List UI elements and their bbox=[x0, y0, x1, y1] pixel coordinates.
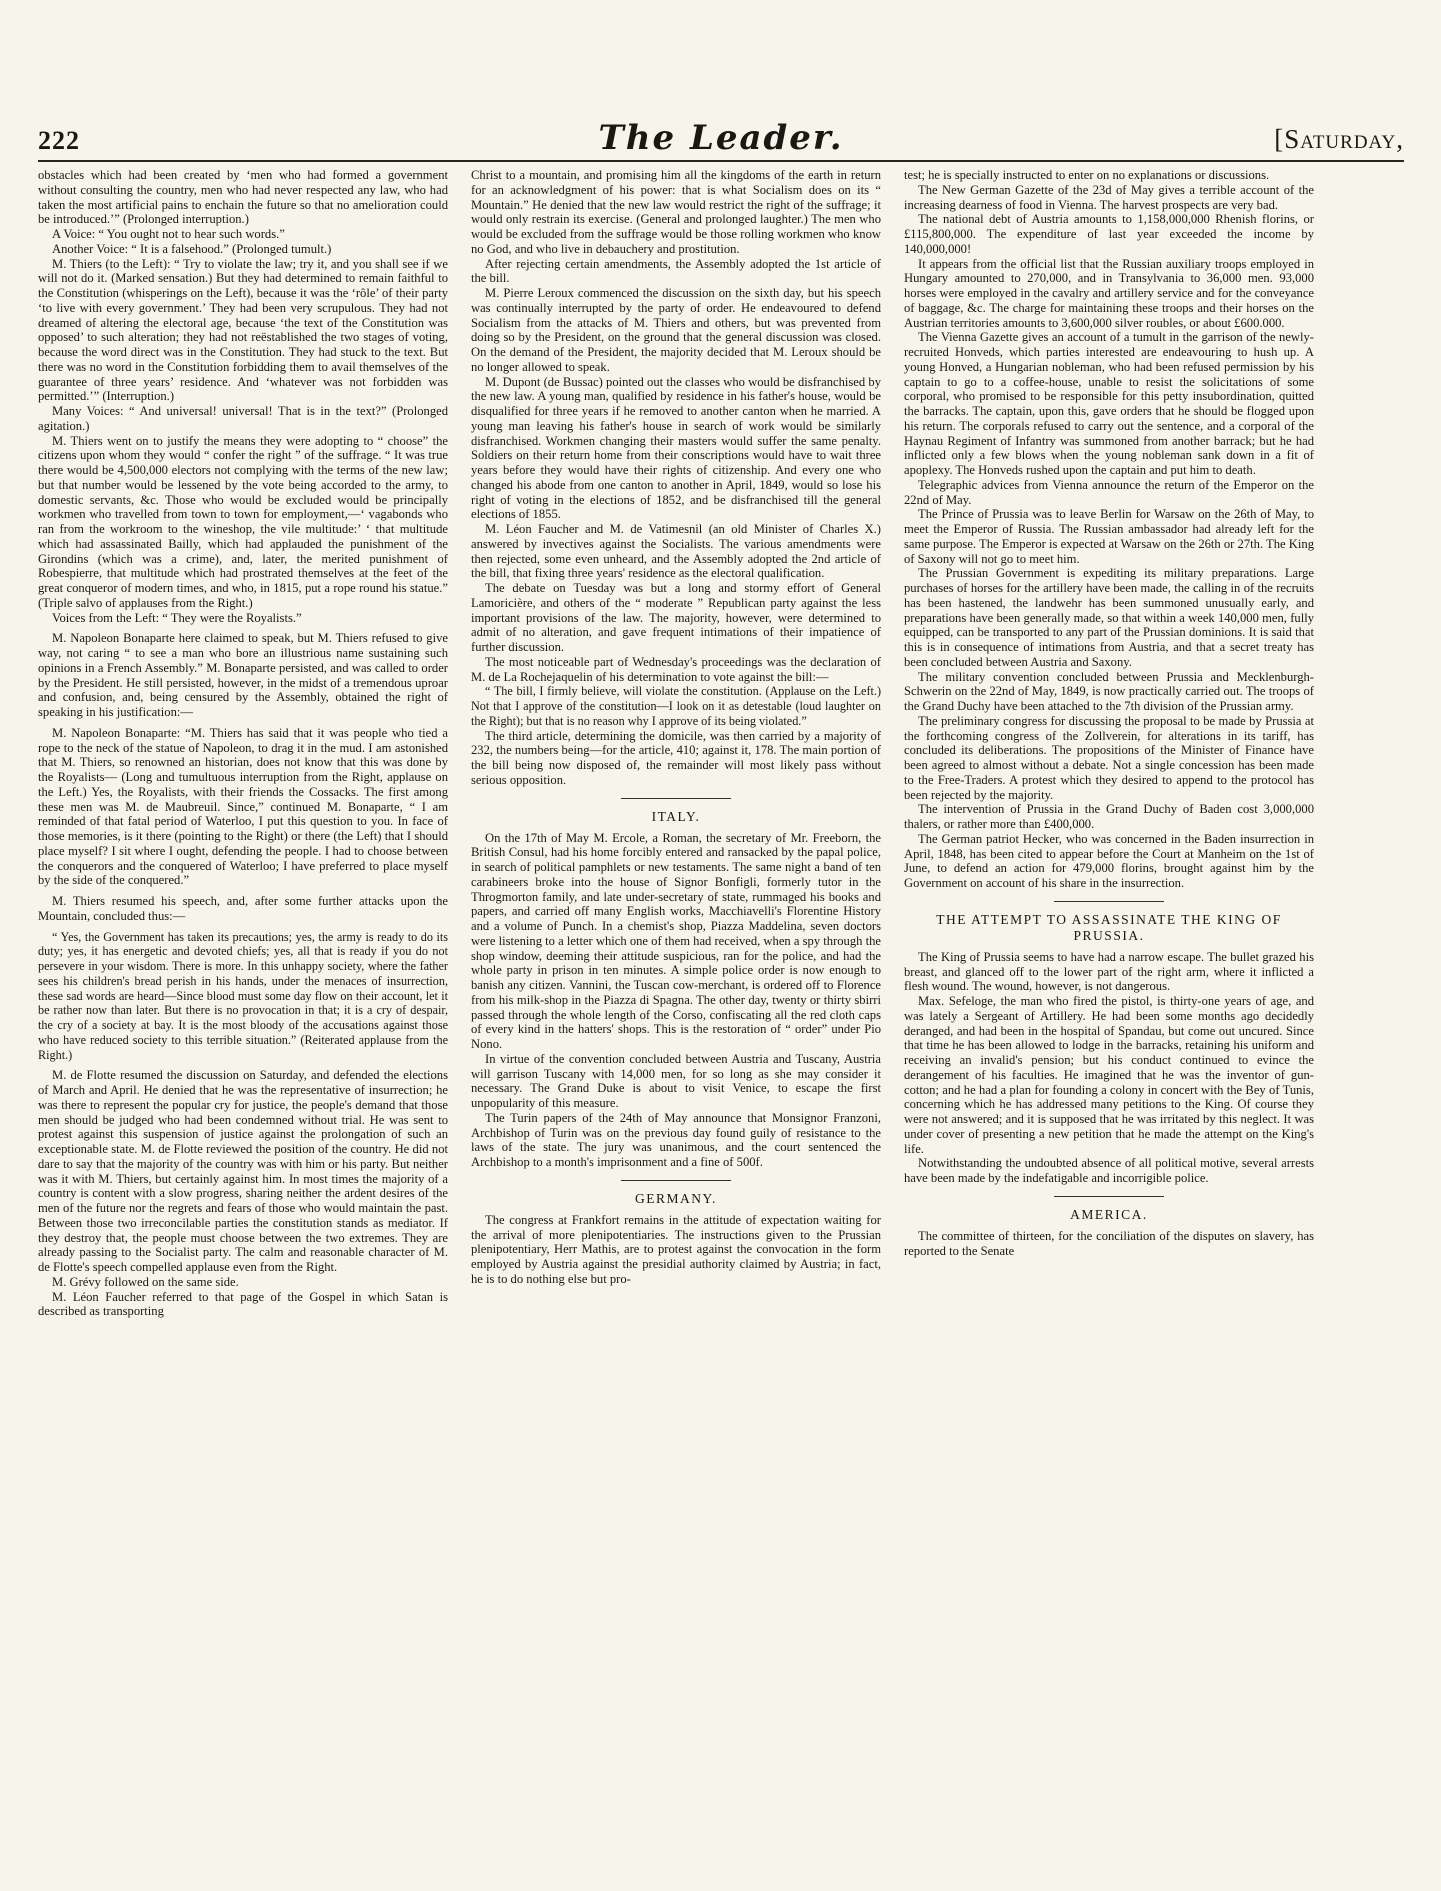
paragraph: The most noticeable part of Wednesday's proceedings was the declaration of M. de La Rochejaquelin of his determination to vote against the bill:— bbox=[471, 654, 881, 684]
section-heading-germany: GERMANY. bbox=[635, 1190, 717, 1206]
paragraph: Christ to a mountain, and promising him all the kingdoms of the earth in return for an acknowledgment of his power: that is what Socialism does on its “ Mountain.” He denied that the new law would restrict the right of the suffrage; it would only restrain its exercise. (General and prolonged laughter.) The men who would be excluded from the suffrage would be those rolling workmen who know no God, and who live in debauchery and prostitution. bbox=[471, 168, 881, 256]
paragraph: obstacles which had been created by ‘men who had formed a government without consulting the country, men who had never respected any law, who had taken the most artificial pains to enchain the future so that no amelioration could be introduced.’” (Prolonged interruption.) bbox=[38, 168, 448, 227]
paragraph: Telegraphic advices from Vienna announce the return of the Emperor on the 22nd of May. bbox=[904, 477, 1314, 507]
paragraph: The intervention of Prussia in the Grand Duchy of Baden cost 3,000,000 thalers, or rather more than £400,000. bbox=[904, 802, 1314, 831]
section-rule bbox=[621, 798, 731, 799]
paragraph: The third article, determining the domicile, was then carried by a majority of 232, the numbers being—for the article, 410; against it, 178. The main portion of the bill being now disposed of, the remainder will most likely pass without serious opposition. bbox=[471, 728, 881, 787]
column-1 bbox=[38, 168, 448, 1868]
paragraph: Many Voices: “ And universal! universal! That is in the text?” (Prolonged agitation.) bbox=[38, 404, 448, 433]
paragraph: M. Thiers (to the Left): “ Try to violate the law; try it, and you shall see if we will not do it. (Marked sensation.) But they had determined to remain faithful to the Constitution (whisperings on the Left), because it was the ‘rôle’ of their party ‘to live with every government.’ They had been very scrupulous. They had not dreamed of altering the electoral age, because ‘the text of the Constitution was opposed’ to such alteration; they had not reëstablished the two stages of voting, because the word direct was in the Constitution. They had stuck to the text. But there was no word in the Constitution forbidding them to avail themselves of the guarantee of three years’ residence. And ‘whatever was not forbidden was permitted.’” (Interruption.) bbox=[38, 256, 448, 404]
column-3 bbox=[904, 168, 1314, 1868]
paragraph: M. Napoleon Bonaparte: “M. Thiers has said that it was people who tied a rope to the neck of the statue of Napoleon, to drag it in the mud. I am astonished that M. Thiers, so renowned an historian, does not know that this was done by the Royalists— (Long and tumultuous interruption from the Right, applause on the Left.) Yes, the Royalists, with their friends the Cossacks. The first among these men was M. de Maubreuil. Since,” continued M. Bonaparte, “ I am reminded of that fatal period of Waterloo, I put this question to you. In face of those memories, is it there (pointing to the Right) or there (the Left) that I should place myself? I sit where I ought, defending the people. I had to choose between the conquerors and the conquered of Waterloo; I have preferred to place myself by the side of the conquered.” bbox=[38, 725, 448, 888]
paragraph: The Prince of Prussia was to leave Berlin for Warsaw on the 26th of May, to meet the Emperor of Russia. The Russian ambassador had already left for the same purpose. The Emperor is expected at Warsaw on the 26th or 27th. The King of Saxony will not go to meet him. bbox=[904, 507, 1314, 566]
paragraph: Notwithstanding the undoubted absence of all political motive, several arrests have been made by the indefatigable and incorrigible police. bbox=[904, 1156, 1314, 1185]
column-2 bbox=[471, 168, 881, 1868]
paragraph: The national debt of Austria amounts to 1,158,000,000 Rhenish florins, or £115,800,000. The expenditure of last year exceeded the income by 140,000,000! bbox=[904, 212, 1314, 256]
paragraph: “ Yes, the Government has taken its precautions; yes, the army is ready to do its duty; yes, it has energetic and devoted chiefs; yes, all that is ready if you do not persevere in your wisdom. There is more. In this unhappy society, where the father sees his children's bread perish in his hands, under the menaces of insurrection, these sad words are heard—Since blood must some day flow on their account, let it be rather now than later. But there is no provocation in that; it is a cry of despair, the cry of a society at bay. It is the most bloody of the accusations against those who have reduced society to this terrible situation.” (Reiterated applause from the Right.) bbox=[38, 929, 448, 1062]
paragraph: M. Pierre Leroux commenced the discussion on the sixth day, but his speech was continually interrupted by the party of order. He endeavoured to defend Socialism from the attacks of M. Thiers and others, but was prevented from doing so by the President, on the ground that the general discussion was closed. On the demand of the President, the majority decided that M. Leroux should be no longer allowed to speak. bbox=[471, 286, 881, 374]
paragraph: M. Thiers resumed his speech, and, after some further attacks upon the Mountain, concluded thus:— bbox=[38, 894, 448, 923]
paragraph: The Turin papers of the 24th of May announce that Monsignor Franzoni, Archbishop of Turin was on the previous day found guily of resistance to the laws of the state. The jury was unanimous, and the court sentenced the Archbishop to a month's imprisonment and a fine of 500f. bbox=[471, 1110, 881, 1169]
paragraph: The military convention concluded between Prussia and Mecklenburgh-Schwerin on the 22nd of May, 1849, is now practically carried out. The troops of the Grand Duchy have been attached to the 7th division of the Prussian army. bbox=[904, 669, 1314, 713]
paragraph: The preliminary congress for discussing the proposal to be made by Prussia at the forthcoming congress of the Zollverein, for alterations in its tariff, has concluded its deliberations. The propositions of the Minister of Finance have been agreed to almost without a debate. Not a single concession has been made to the Free-Traders. A protest which they desired to append to the protocol has been rejected by the majority. bbox=[904, 713, 1314, 802]
paragraph: M. Léon Faucher and M. de Vatimesnil (an old Minister of Charles X.) answered by invectives against the Socialists. The various amendments were then rejected, some even unheard, and the Assembly adopted the 2nd article of the bill, that fixing three years' residence as the electoral qualification. bbox=[471, 522, 881, 581]
paragraph: test; he is specially instructed to enter on no explanations or discussions. bbox=[904, 168, 1270, 182]
paragraph: The Prussian Government is expediting its military preparations. Large purchases of horses for the artillery have been made, the calling in of the recruits has been hastened, the landwehr has been summoned unusually early, and preparations have been generally made, so that within a week 140,000 men, fully equipped, can be transported to any part of the Prussian dominions. It is said that this is in consequence of intimations from Austria, and that a secret treaty has been concluded between Austria and Saxony. bbox=[904, 566, 1314, 669]
header-rule bbox=[38, 160, 1404, 162]
issue-day: [Saturday, bbox=[1274, 124, 1404, 154]
paragraph: M. Thiers went on to justify the means they were adopting to “ choose” the citizens upon whom they would “ confer the right ” of the suffrage. “ It was true there would be 4,500,000 electors not complying with the terms of the new law; but that number would be lessened by the vote being accorded to the army, to domestic servants, &c. Those who would be excluded would be principally workmen who travelled from town to town for employment,—‘ vagabonds who ran from the workroom to the wineshop, the vile multitude:’ ‘ that multitude which had assassinated Bailly, which had applauded the punishment of the Girondins (which was a crime), and, later, the merited punishment of Robespierre, that multitude which had prostrated themselves at the feet of the great conqueror of modern times, and who, in 1815, put a rope round his statue.” (Triple salvo of applauses from the Right.) bbox=[38, 433, 448, 610]
paragraph: M. Dupont (de Bussac) pointed out the classes who would be disfranchised by the new law. A young man, qualified by residence in his father's house, would be disqualified for three years if he removed to another canton when he married. A young man leaving his father's house in search of work would be similarly disfranchised. Workmen changing their masters would suffer the same penalty. Soldiers on their return home from their conscriptions would have to wait three years before they would have their rights of citizenship. And every one who changed his abode from one canton to another in April, 1849, would so lose his right of voting in the elections of 1852, and be disfranchised till the general elections of 1855. bbox=[471, 374, 881, 522]
paragraph: The debate on Tuesday was but a long and stormy effort of General Lamoricière, and others of the “ moderate ” Republican party against the less important provisions of the law. The majority, however, were determined to admit of no alteration, and gave frequent intimations of their impatience of further discussion. bbox=[471, 581, 881, 654]
paragraph: After rejecting certain amendments, the Assembly adopted the 1st article of the bill. bbox=[471, 256, 881, 286]
paragraph: M. Grévy followed on the same side. bbox=[52, 1274, 239, 1289]
paragraph: “ The bill, I firmly believe, will violate the constitution. (Applause on the Left.) Not that I approve of the constitution—I look on it as detestable (loud laughter on the Right); but that is no reason why I approve of its being violated.” bbox=[471, 684, 881, 728]
paragraph: The committee of thirteen, for the conciliation of the disputes on slavery, has reported to the Senate bbox=[904, 1228, 1314, 1258]
paragraph: The King of Prussia seems to have had a narrow escape. The bullet grazed his breast, and glanced off to the lower part of the right arm, where it inflicted a flesh wound. The wound, however, is not dangerous. bbox=[904, 949, 1314, 994]
paragraph: Max. Sefeloge, the man who fired the pistol, is thirty-one years of age, and was lately a Sergeant of Artillery. He had been some months ago decidedly deranged, and had been in the hospital of Spandau, but come out uncured. Since that time he has been allowed to lodge in the barracks, retaining his uniform and receiving an invalid's pension; but his conduct continued to evince the derangement of his faculties. He imagined that he was the inventor of gun-cotton; and he had a plan for founding a colony in concert with the Bey of Tunis, concerning which he has addressed many petitions to the King. Of course they were not answered; and it is supposed that he was irritated by this neglect. It was under cover of presenting a new petition that he made the attempt on the King's life. bbox=[904, 994, 1314, 1156]
paragraph: M. Napoleon Bonaparte here claimed to speak, but M. Thiers refused to give way, not caring “ to see a man who bore an illustrious name sustaining such opinions in a French Assembly.” M. Bonaparte persisted, and was called to order by the President. He still persisted, however, in the midst of a tremendous uproar and confusion, and, being censured by the Assembly, obtained the right of speaking in his justification:— bbox=[38, 631, 448, 719]
newspaper-page bbox=[38, 0, 1404, 1891]
paragraph: Voices from the Left: “ They were the Royalists.” bbox=[52, 610, 302, 625]
paragraph: The New German Gazette of the 23d of May gives a terrible account of the increasing dearness of food in Vienna. The harvest prospects are very bad. bbox=[904, 182, 1314, 212]
paragraph: It appears from the official list that the Russian auxiliary troops employed in Hungary amounted to 270,000, and in Transylvania to 36,000 men. 93,000 horses were employed in the cavalry and artillery service and for the conveyance of baggage, &c. The charge for maintaining these troops and their horses on the Austrian territories amounts to 3,600,000 silver roubles, or about £600.000. bbox=[904, 256, 1314, 330]
section-heading-italy: ITALY. bbox=[651, 808, 701, 824]
section-rule bbox=[1054, 901, 1164, 902]
paragraph: On the 17th of May M. Ercole, a Roman, the secretary of Mr. Freeborn, the British Consul, had his home forcibly entered and ransacked by the papal police, in search of political pamphlets or new testaments. The same night a band of ten carabineers broke into the house of Signor Bonfigli, formerly tutor in the Throgmorton family, and late under-secretary of state, rummaged his books and papers, and carried off many English works, Macchiavelli's Florentine History and a volume of Punch. In a chemist's shop, Piazza Maddelina, seven doctors were listening to a letter which one of them had received, when a spy through the shop window, deeming their attitude suspicious, ran for the police, and had the whole party in prison in ten minutes. A simple police order is now enough to banish any citizen. Vannini, the Tuscan cow-merchant, is ordered off to Florence from his milk-shop in the Piazza di Spagna. The other day, twenty or thirty sbirri passed through the whole length of the Corso, confiscating all the red cloth caps of every kind in the hatters' shops. This is the restoration of “ order” under Pio Nono. bbox=[471, 830, 881, 1051]
paragraph: M. Léon Faucher referred to that page of the Gospel in which Satan is described as transporting bbox=[38, 1289, 448, 1319]
paragraph: The congress at Frankfort remains in the attitude of expectation waiting for the arrival of more plenipotentiaries. The instructions given to the Prussian plenipotentiary, Herr Mathis, are to protest against the convocation in the form employed by Austria against the presidial authority claimed by Austria; in fact, he is to do nothing else but pro- bbox=[471, 1212, 881, 1286]
section-heading-america: AMERICA. bbox=[1070, 1206, 1148, 1222]
paragraph: The Vienna Gazette gives an account of a tumult in the garrison of the newly-recruited Honveds, which parties interested are endeavouring to hush up. A young Honved, a Hungarian nobleman, who had been refused permission by his captain to go to a coffee-house, unable to resist the solicitations of some corporal, who promised to be responsible for this petty insubordination, quitted the barracks. The captain, upon this, gave orders that he should be flogged upon his return. The corporals refused to carry out the sentence, and a corporal of the Haynau Regiment of Infantry was summoned from another barrack; but he had inflicted only a few blows when the young nobleman sank down in a fit of apoplexy. The Honveds rushed upon the captain and put him to death. bbox=[904, 330, 1314, 477]
paragraph: M. de Flotte resumed the discussion on Saturday, and defended the elections of March and April. He denied that he was the representative of insurrection; he was there to represent the popular cry for justice, the people's demand that those men should be judged who had been condemned without trial. He was sent to protest against this suspension of justice against the prolongation of such an exceptionable state. M. de Flotte reviewed the position of the country. He did not dare to say that the majority of the country was with him or his party. But neither was it with M. Thiers, but certainly against him. In most times the majority of a country is content with a slow progress, sharing neither the ardent desires of the men of the future nor the regrets and fears of those who would maintain the past. Between those two irreconcilable parties the constitution stands as mediator. If they destroy that, the people must choose between the two extremes. They are already passing to the Socialist party. The calm and reasonable character of M. de Flotte's speech compelled applause even from the Right. bbox=[38, 1068, 448, 1274]
section-rule bbox=[621, 1180, 731, 1181]
page-number: 222 bbox=[38, 126, 80, 155]
paragraph: A Voice: “ You ought not to hear such words.” bbox=[52, 227, 285, 241]
section-rule bbox=[1054, 1196, 1164, 1197]
paragraph: Another Voice: “ It is a falsehood.” (Prolonged tumult.) bbox=[52, 241, 332, 256]
article-columns bbox=[38, 168, 1404, 1868]
section-heading-attempt: THE ATTEMPT TO ASSASSINATE THE KING OF PRUSSIA. bbox=[936, 911, 1282, 943]
paragraph: The German patriot Hecker, who was concerned in the Baden insurrection in April, 1848, has been cited to appear before the Court at Manheim on the 1st of June, to defend an action for 479,000 florins, brought against him by the Government on account of his share in the insurrection. bbox=[904, 831, 1314, 890]
paragraph: In virtue of the convention concluded between Austria and Tuscany, Austria will garrison Tuscany with 14,000 men, for so long as she may consider it necessary. The Grand Duke is about to visit Venice, to escape the first unpopularity of this measure. bbox=[471, 1051, 881, 1110]
newspaper-title: The Leader. bbox=[598, 118, 844, 158]
